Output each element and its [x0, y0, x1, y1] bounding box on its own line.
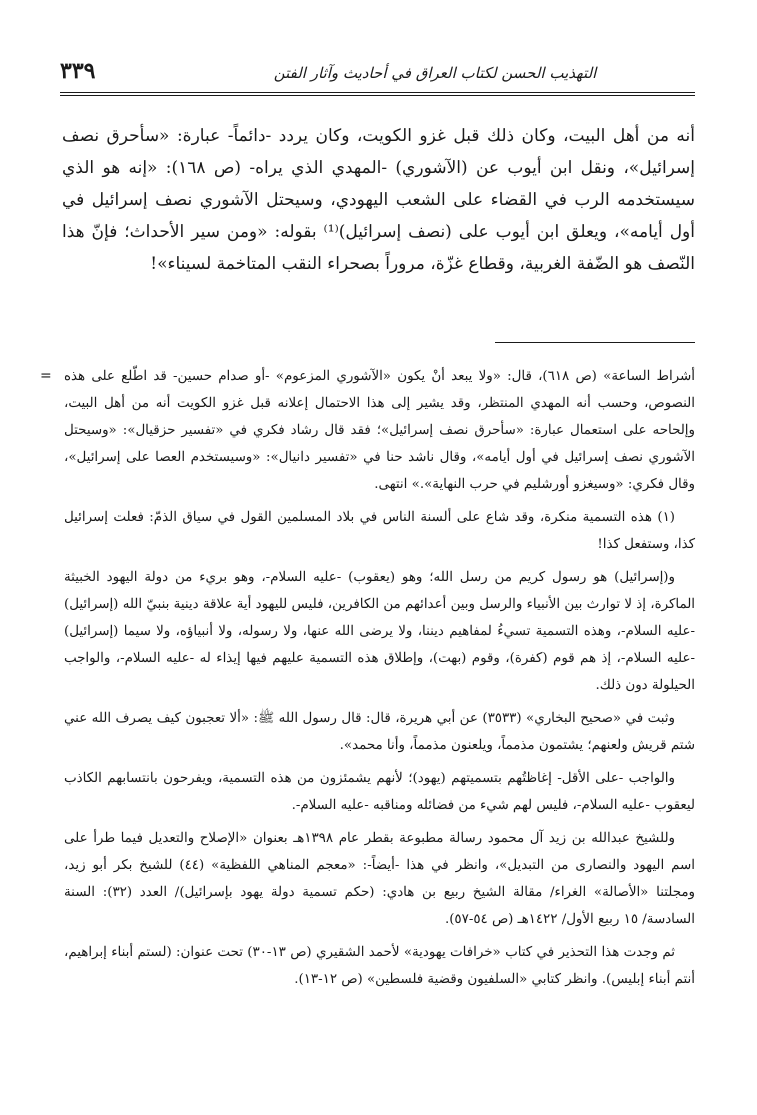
footnote-1-paragraph-4: والواجب -على الأقل- إغاظتُهم بتسميتهم (يهود)؛ لأنهم يشمئزون من هذه التسمية، ويفرحون بانتسابهم الكاذب ليعقوب -عليه السلام-، فليس لهم شيء من فضائله ومناقبه -عليه السلام-.: [64, 771, 695, 813]
continuation-marker: =: [40, 368, 52, 384]
header-rule: [60, 92, 695, 93]
page-number: ٣٣٩: [60, 58, 96, 84]
footnote-1-paragraph-6: ثم وجدت هذا التحذير في كتاب «خرافات يهودية» لأحمد الشقيري (ص ١٣-٣٠) تحت عنوان: (لستم أبناء إبراهيم، أنتم أبناء إبليس). وانظر كتابي «السلفيون وقضية فلسطين» (ص ١٢-١٣).: [64, 945, 695, 987]
footnotes: [40, 363, 696, 999]
running-head: التهذيب الحسن لكتاب العراق في أحاديث وآثار الفتن: [273, 64, 597, 82]
footnote-separator: [495, 342, 695, 343]
header-rule-double: [60, 95, 695, 96]
footnote-continuation: [40, 363, 696, 498]
footnote-1: (١) هذه التسمية منكرة، وقد شاع على ألسنة الناس في بلاد المسلمين القول في سياق الذمّ: فعلت إسرائيل كذا، وستفعل كذا!: [64, 510, 695, 552]
main-text: [62, 120, 695, 280]
footnote-1-paragraph-5: وللشيخ عبدالله بن زيد آل محمود رسالة مطبوعة بقطر عام ١٣٩٨هـ بعنوان «الإصلاح والتعديل فيما طرأ على اسم اليهود والنصارى من التبديل»، وانظر في هذا -أيضاً-: «معجم المناهي اللفظية» (٤٤) للشيخ بكر أبو زيد، ومجلتنا «الأصالة» الغراء/ مقالة الشيخ ربيع بن هادي: (حكم تسمية دولة يهود بإسرائيل)/ العدد (٣٢): السنة السادسة/ ١٥ ربيع الأول/ ١٤٢٢هـ (ص ٥٤-٥٧).: [64, 831, 695, 927]
footnote-continuation-text: أشراط الساعة» (ص ٦١٨)، قال: «ولا يبعد أنْ يكون «الآشوري المزعوم» -أو صدام حسين- قد اطّلع على هذه النصوص، وحسب أنه المهدي المنتظر، وقد يشير إلى هذا الاحتمال إعلانه قبل غزو الكويت أنه من أهل البيت، وإلحاحه على استعمال عبارة: «سأحرق نصف إسرائيل»؛ فقد قال رشاد فكري في «تفسير حزقيال»: «وسيحتل الآشوري نصف إسرائيل في أول أيامه»، وقال ناشد حنا في «تفسير دانيال»: «وسيستخدم العصا على إسرائيل»، وقال فكري: «وسيغزو أورشليم في حرب النهاية».» انتهى.: [64, 369, 696, 492]
page-header: [60, 54, 695, 100]
footnote-1-paragraph-2: و(إسرائيل) هو رسول كريم من رسل الله؛ وهو (يعقوب) -عليه السلام-، وهو بريء من دولة اليهود الخبيثة الماكرة، إذ لا توارث بين الأنبياء والرسل وبين أعدائهم من الكافرين، فليس لليهود أية علاقة دينية بنبيّ الله (إسرائيل) -عليه السلام-، وهذه التسمية تسيءُ لمفاهيم ديننا، ولا يرضى الله عنها، ولا رسوله، ولا أنبياؤه، ولا سيما (إسرائيل) -عليه السلام-، إذ هم قوم (كفرة)، وقوم (بهت)، وإطلاق هذه التسمية عليهم فيها إيذاء له -عليه السلام-، والواجب الحيلولة دون ذلك.: [64, 570, 695, 693]
main-paragraph: أنه من أهل البيت، وكان ذلك قبل غزو الكويت، وكان يردد -دائماً- عبارة: «سأحرق نصف إسرائيل»، ونقل ابن أيوب عن (الآشوري) -المهدي الذي يراه- (ص ١٦٨): «إنه هو الذي سيستخدمه الرب في القضاء على الشعب اليهودي، وسيحتل الآشوري نصف إسرائيل في أول أيامه»، ويعلق ابن أيوب على (نصف إسرائيل)⁽¹⁾ بقوله: «ومن سير الأحداث؛ فإنّ هذا النّصف هو الضّفة الغربية، وقطاع غزّة، مروراً بصحراء النقب المتاخمة لسيناء»!: [62, 126, 696, 274]
footnote-1-paragraph-3: وثبت في «صحيح البخاري» (٣٥٣٣) عن أبي هريرة، قال: قال رسول الله ﷺ: «ألا تعجبون كيف يصرف الله عني شتم قريش ولعنهم؛ يشتمون مذمماً، ويلعنون مذمماً، وأنا محمد».: [64, 711, 695, 753]
